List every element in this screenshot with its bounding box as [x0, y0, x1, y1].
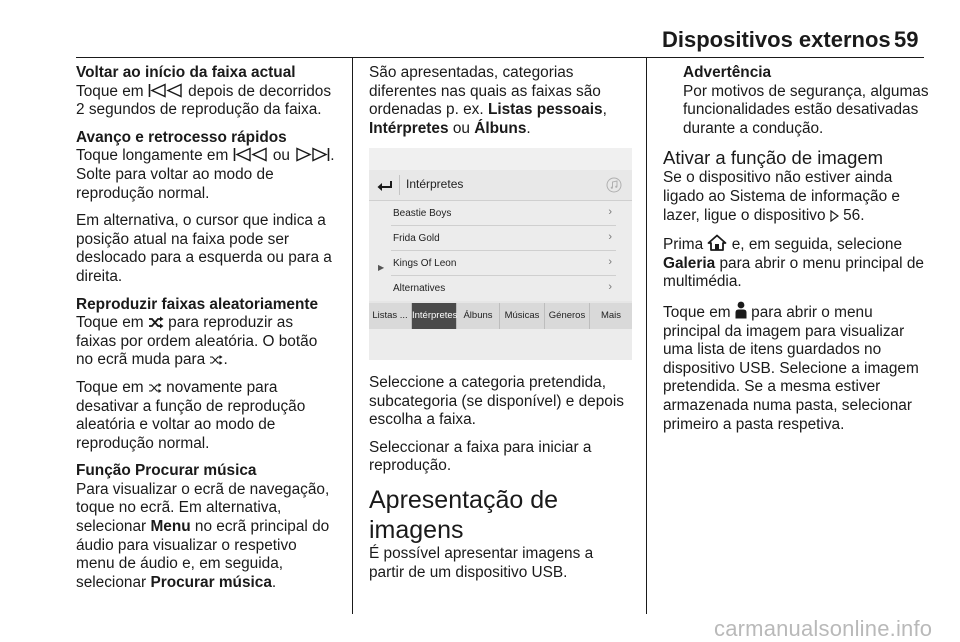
tab-more[interactable]: Mais: [600, 310, 622, 321]
header-title: Dispositivos externos: [662, 27, 891, 52]
list-item[interactable]: Alternatives ›: [393, 281, 612, 294]
heading-search-music: Função Procurar música: [76, 462, 257, 480]
page-number: 59: [894, 27, 919, 52]
watermark: carmanualsonline.info: [714, 616, 933, 641]
skip-back-icon: [148, 83, 184, 98]
tab-songs[interactable]: Músicas: [500, 303, 545, 329]
column-2-lower: [369, 374, 639, 591]
infotainment-screen-image: [369, 148, 632, 360]
paragraph-image-menu: Toque em para abrir o menu principal da imagem para visualizar uma lista de itens guardados no dispositivo USB. Selecione a imagem pretendida. Se a mesma estiver armazenada numa pasta, selecionar primeiro a pasta respetiva.: [663, 301, 933, 434]
column-2: [369, 64, 639, 147]
warning-title: Advertência: [683, 64, 772, 81]
back-arrow-icon: [377, 179, 393, 191]
list-item[interactable]: Kings Of Leon ›: [391, 251, 616, 276]
paragraph-press-home: Prima e, em seguida, selecione Galeria para abrir o menu principal de multimédia.: [663, 236, 924, 291]
paragraph-cursor: Em alternativa, o cursor que indica a posição atual na faixa pode ser deslocado para a esquerda ou para a direita.: [76, 212, 332, 285]
paragraph-categories: São apresentadas, categorias diferentes nas quais as faixas são ordenadas p. ex. Listas pessoais, Intérpretes ou Álbuns.: [369, 64, 607, 137]
chevron-right-icon: ›: [608, 206, 612, 218]
column-divider-1: [352, 58, 353, 614]
page-reference-icon: [830, 210, 839, 222]
shuffle-off-icon: [148, 382, 162, 394]
column-1: [76, 64, 344, 601]
shuffle-off-icon: [209, 354, 223, 366]
paragraph-start-playback: Seleccionar a faixa para iniciar a reprodução.: [369, 438, 592, 475]
paragraph-select-category: Seleccione a categoria pretendida, subcategoria (se disponível) e depois escolha a faixa.: [369, 374, 624, 429]
heading-activate-image: Ativar a função de imagem: [663, 147, 884, 169]
chevron-right-icon: ›: [608, 256, 612, 268]
tab-albums[interactable]: Álbuns: [457, 303, 500, 329]
screen-bottom-area: [369, 329, 632, 360]
header-rule: [76, 57, 924, 58]
section-shuffle: Reproduzir faixas aleatoriamente Toque em para reproduzir as faixas por ordem aleatória. O botão no ecrã muda para .: [76, 295, 319, 369]
heading-restart-track: Voltar ao início da faixa actual: [76, 64, 296, 81]
image-person-icon: [735, 301, 747, 319]
list-item[interactable]: Beastie Boys ›: [391, 201, 616, 226]
paragraph-connect-device: Se o dispositivo não estiver ainda ligado ao Sistema de informação e lazer, ligue o dispositivo 56.: [663, 169, 900, 224]
heading-fast-forward-rewind: Avanço e retrocesso rápidos: [76, 128, 287, 146]
chevron-right-icon: ›: [608, 281, 612, 293]
music-note-icon: [606, 177, 622, 193]
page-header: [0, 0, 960, 58]
column-divider-2: [646, 58, 647, 614]
chevron-right-icon: ›: [608, 231, 612, 243]
tab-playlists[interactable]: Listas ...: [369, 303, 412, 329]
column-3: [663, 64, 933, 443]
heading-shuffle: Reproduzir faixas aleatoriamente: [76, 295, 319, 313]
tab-artists[interactable]: Intérpretes: [412, 303, 457, 329]
heading-image-display: Apresentação de imagens: [369, 485, 559, 544]
warning-box: Advertência Por motivos de segurança, algumas funcionalidades estão desativadas durante a condução.: [683, 64, 929, 137]
paragraph-image-usb: É possível apresentar imagens a partir de um dispositivo USB.: [369, 544, 594, 581]
section-fast-forward-rewind: Avanço e retrocesso rápidos Toque longamente em ou . Solte para voltar ao modo de reprodução normal.: [76, 128, 335, 202]
screen-title-bar: [369, 170, 632, 201]
title-bar-separator: [399, 175, 400, 195]
category-tab-bar: [369, 303, 632, 329]
section-restart-track: Voltar ao início da faixa actual Toque em depois de decorridos 2 segundos de reprodução da faixa.: [76, 64, 332, 119]
play-indicator-icon: ▶: [378, 263, 385, 272]
paragraph-shuffle-off: Toque em novamente para desativar a função de reprodução aleatória e voltar ao modo de reprodução normal.: [76, 378, 306, 452]
list-item[interactable]: Frida Gold ›: [391, 226, 616, 251]
skip-forward-icon: [294, 147, 330, 162]
shuffle-icon: [148, 316, 164, 329]
section-search-music: Função Procurar música Para visualizar o ecrã de navegação, toque no ecrã. Em alternativa, selecionar Menu no ecrã principal do áudio para visualizar o respetivo menu de áudio e, em seguida, selecionar Procurar música.: [76, 462, 330, 591]
home-icon: [707, 234, 727, 251]
skip-back-icon: [233, 147, 269, 162]
screen-top-area: [369, 148, 632, 170]
tab-genres[interactable]: Géneros: [545, 303, 590, 329]
screen-title: Intérpretes: [406, 177, 464, 191]
artist-list: [369, 201, 632, 301]
